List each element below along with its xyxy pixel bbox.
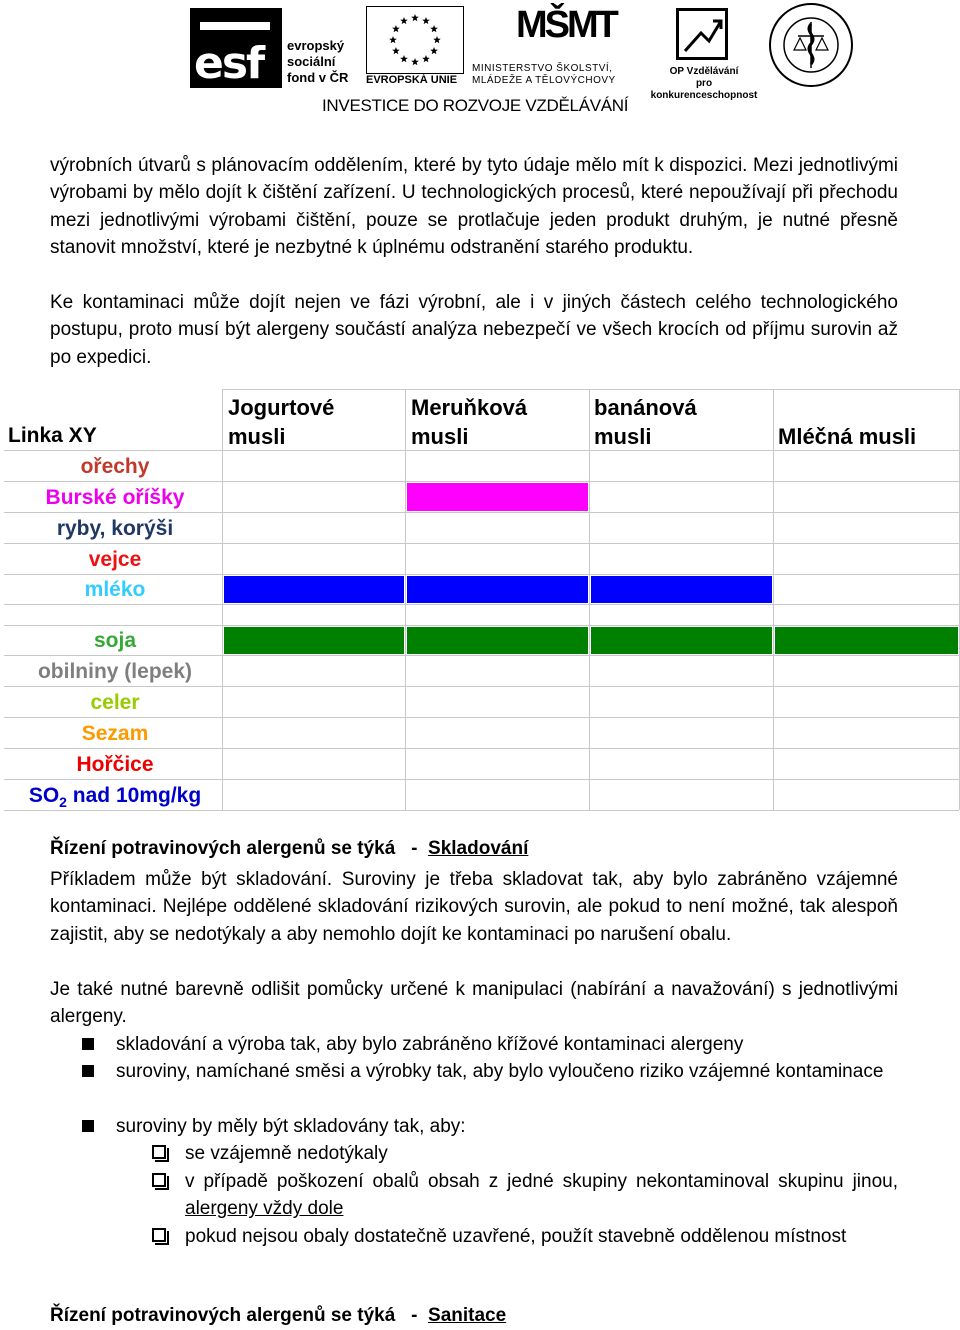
table-grid-line xyxy=(222,389,959,390)
allergen-row-label: ryby, korýši xyxy=(56,517,174,540)
allergen-row-label: mléko xyxy=(84,578,146,601)
table-grid-line xyxy=(4,543,959,544)
square-bullet-icon xyxy=(82,1120,94,1132)
table-grid-line xyxy=(4,655,959,656)
esf-text: evropský sociální fond v ČR xyxy=(287,38,349,85)
table-grid-line xyxy=(4,481,959,482)
column-header-merunkova: Meruňková musli xyxy=(411,395,528,449)
msmt-mark: MŠMT xyxy=(516,4,616,46)
underlined-note: alergeny vždy dole xyxy=(185,1198,344,1220)
table-grid-line xyxy=(773,389,774,810)
bullet-item: skladování a výroba tak, aby bylo zabráněno křížové kontaminaci alergeny xyxy=(82,1031,898,1058)
bullet-item: suroviny, namíchané směsi a výrobky tak, aby bylo vyloučeno riziko vzájemné kontaminace xyxy=(82,1058,898,1085)
square-bullet-icon xyxy=(82,1038,94,1050)
university-seal-icon xyxy=(768,2,854,88)
eu-flag-icon xyxy=(366,6,464,74)
table-grid-line xyxy=(222,389,223,810)
square-bullet-icon xyxy=(82,1065,94,1077)
checkbox-bullet-icon xyxy=(152,1145,166,1159)
allergen-row-label: Burské oříšky xyxy=(45,486,185,509)
allergen-cell-mark xyxy=(407,627,588,654)
storage-heading-topic: Skladování xyxy=(428,838,529,859)
table-grid-line xyxy=(4,686,959,687)
table-grid-line xyxy=(589,389,590,810)
checkbox-bullet-icon xyxy=(152,1228,166,1242)
column-header-jogurtove: Jogurtové musli xyxy=(228,395,335,449)
sanitation-heading-topic: Sanitace xyxy=(428,1305,507,1326)
table-grid-line xyxy=(405,389,406,810)
intro-paragraph-2: Ke kontaminaci může dojít nejen ve fázi výrobní, ale i v jiných částech celého technologického postupu, proto musí být alergeny součástí analýza nebezpečí ve všech krocích od příjmu surovin až po expedici. xyxy=(50,292,898,368)
allergen-cell-mark xyxy=(591,627,772,654)
intro-paragraph-1: výrobních útvarů s plánovacím oddělením, které by tyto údaje mělo mít k dispozici. Mezi jednotlivými výrobami by mělo dojít k čištění zařízení. U technologických procesů, které nepoužívají při přechodu mezi jednotlivými výrobami čištění, pouze se protlačuje jeden produkt druhým, je nutné přesně stanovit množství, které je nezbytné k úplnému odstranění starého produktu. xyxy=(50,155,898,259)
allergen-row-label: soja xyxy=(93,629,137,652)
sanitation-heading: Řízení potravinových alergenů se týká - Sanitace xyxy=(50,1305,507,1326)
allergen-cell-mark xyxy=(224,576,404,603)
allergen-row-label: celer xyxy=(90,691,140,714)
allergen-row-label: ořechy xyxy=(80,455,150,478)
allergen-cell-mark xyxy=(775,627,958,654)
column-header-mlecna: Mléčná musli xyxy=(778,424,917,449)
storage-paragraph-1: Příkladem může být skladování. Suroviny je třeba skladovat tak, aby bylo zabráněno vzájemné kontaminaci. Nejlépe oddělené skladování rizikových surovin, ale pokud to není možné, tak alespoň zajistit, aby se nedotýkaly a aby nemohlo dojít ke kontaminaci po narušení obalu. xyxy=(50,869,898,945)
op-arrow-icon xyxy=(679,11,725,57)
sub-item: v případě poškození obalů obsah z jedné skupiny nekontaminoval skupinu jinou, alergeny vždy dole xyxy=(152,1168,898,1223)
allergen-row-label: obilniny (lepek) xyxy=(37,660,192,683)
sub-item: pokud nejsou obaly dostatečně uzavřené, použít stavebně oddělenou místnost xyxy=(152,1223,898,1250)
allergen-cell-mark xyxy=(224,627,404,654)
esf-logo xyxy=(190,8,360,88)
table-grid-line xyxy=(4,574,959,575)
allergen-row-label: vejce xyxy=(88,548,142,571)
tagline: INVESTICE DO ROZVOJE VZDĚLÁVÁNÍ xyxy=(322,96,629,115)
allergen-cell-mark xyxy=(407,483,588,511)
checkbox-bullet-icon xyxy=(152,1173,166,1187)
table-grid-line xyxy=(4,604,959,605)
storage-heading: Řízení potravinových alergenů se týká - Skladování xyxy=(50,838,529,859)
university-seal xyxy=(768,2,854,88)
allergen-row-label: Sezam xyxy=(81,722,149,745)
op-text: OP Vzdělávání pro konkurenceschopnost xyxy=(650,66,758,101)
sub-item: se vzájemně nedotýkaly xyxy=(152,1140,898,1167)
op-logo xyxy=(648,8,760,101)
msmt-logo xyxy=(472,5,647,90)
table-grid-line xyxy=(4,717,959,718)
allergen-row-label: Hořčice xyxy=(76,753,154,776)
allergen-cell-mark xyxy=(591,576,772,603)
table-grid-line xyxy=(4,779,959,780)
eu-caption: EVROPSKÁ UNIE xyxy=(366,74,458,86)
table-grid-line xyxy=(4,512,959,513)
op-square-icon xyxy=(676,8,728,60)
allergen-row-label: $SO_2$ nad 10mg/kg xyxy=(28,784,202,811)
storage-paragraph-2: Je také nutné barevně odlišit pomůcky určené k manipulaci (nabírání a navažování) s jednotlivými alergeny. xyxy=(50,979,898,1028)
header-logos xyxy=(0,0,960,125)
bullet-item: suroviny by měly být skladovány tak, aby: xyxy=(82,1113,898,1140)
table-grid-line xyxy=(4,748,959,749)
esf-mark: esf xyxy=(190,8,282,88)
table-grid-line xyxy=(4,625,959,626)
allergen-cell-mark xyxy=(407,576,588,603)
table-corner-label: Linka XY xyxy=(8,424,97,447)
msmt-text: MINISTERSTVO ŠKOLSTVÍ, MLÁDEŽE A TĚLOVÝCHOVY xyxy=(472,63,616,86)
eu-logo xyxy=(366,6,464,88)
column-header-bananova: banánová musli xyxy=(594,395,697,449)
allergen-table xyxy=(4,389,959,810)
